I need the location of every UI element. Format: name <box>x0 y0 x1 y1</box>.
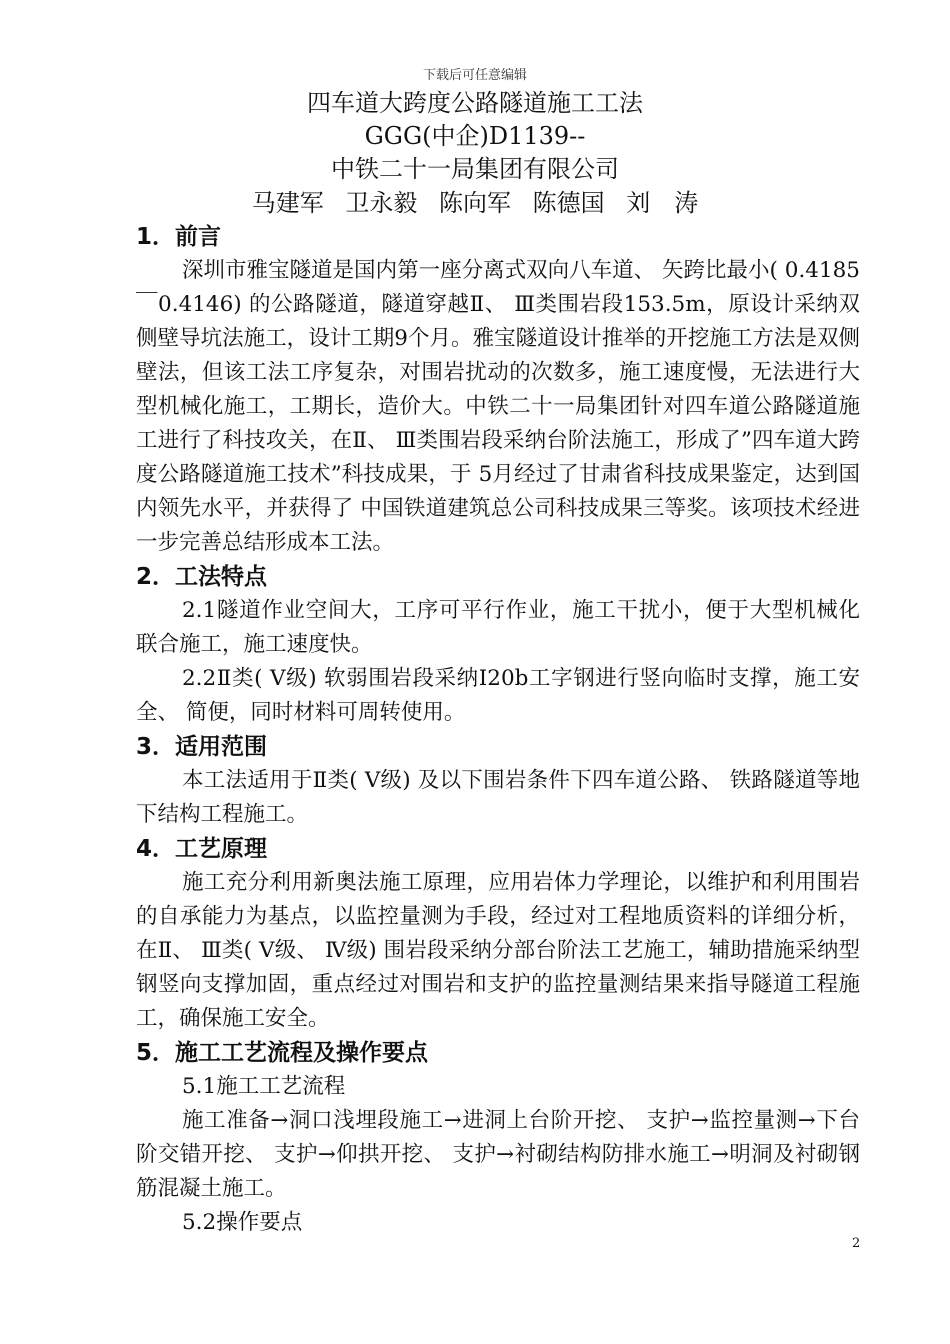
scope-paragraph: 本工法适用于Ⅱ类( Ⅴ级) 及以下围岩条件下四车道公路、 铁路隧道等地下结构工程施工。 <box>136 768 860 827</box>
company-name: 中铁二十一局集团有限公司 <box>331 155 619 183</box>
process-flow-paragraph: 施工准备→洞口浅埋段施工→进洞上台阶开挖、 支护→监控量测→下台阶交错开挖、 支护→仰拱开挖、 支护→衬砌结构防排水施工→明洞及衬砌钢筋混凝土施工。 <box>136 1108 860 1201</box>
section-heading-principle: 4．工艺原理 <box>136 836 268 862</box>
author-name: 陈德国 <box>532 189 605 217</box>
author-name: 卫永毅 <box>345 189 418 217</box>
section-heading-features: 2．工法特点 <box>136 564 268 590</box>
features-paragraph-2: 2.2Ⅱ类( Ⅴ级) 软弱围岩段采纳I20b工字钢进行竖向临时支撑，施工安全、 简便，同时材料可周转使用。 <box>136 666 860 725</box>
section-heading-scope: 3．适用范围 <box>136 734 268 760</box>
watermark-text: 下载后可任意编辑 <box>422 68 527 83</box>
document-body <box>136 220 860 1240</box>
preface-paragraph: 深圳市雅宝隧道是国内第一座分离式双向八车道、 矢跨比最小( 0.4185￣0.4146) 的公路隧道，隧道穿越Ⅱ、 Ⅲ类围岩段153.5m，原设计采纳双侧壁导坑法施工，设计工期9个月。雅宝隧道设计推举的开挖施工方法是双侧壁法，但该工法工序复杂，对围岩扰动的次数多，施工速度慢，无法进行大型机械化施工，工期长，造价大。中铁二十一局集团针对四车道公路隧道施工进行了科技攻关，在Ⅱ、 Ⅲ类围岩段采纳台阶法施工，形成了”四车道大跨度公路隧道施工技术”科技成果，于 5月经过了甘肃省科技成果鉴定，达到国内领先水平，并获得了 中国铁道建筑总公司科技成果三等奖。该项技术经进一步完善总结形成本工法。 <box>136 258 860 555</box>
author-list <box>0 188 950 218</box>
document-title: 四车道大跨度公路隧道施工工法 <box>307 89 643 117</box>
section-heading-process: 5．施工工艺流程及操作要点 <box>136 1040 429 1066</box>
principle-paragraph: 施工充分利用新奥法施工原理，应用岩体力学理论，以维护和利用围岩的自承能力为基点，以监控量测为手段，经过对工程地质资料的详细分析，在Ⅱ、 Ⅲ类( Ⅴ级、 Ⅳ级) 围岩段采纳分部台阶法工艺施工，辅助措施采纳型钢竖向支撑加固，重点经过对围岩和支护的监控量测结果来指导隧道工程施工，确保施工安全。 <box>136 870 860 1031</box>
subsection-operation-points: 5.2操作要点 <box>182 1210 303 1235</box>
section-heading-preface: 1．前言 <box>136 224 222 250</box>
features-paragraph-1: 2.1隧道作业空间大，工序可平行作业，施工干扰小，便于大型机械化联合施工，施工速度快。 <box>136 598 860 657</box>
standard-code: GGG(中企)D1139-- <box>364 122 586 150</box>
author-name: 马建军 <box>251 189 324 217</box>
subsection-process-flow: 5.1施工工艺流程 <box>182 1074 346 1099</box>
author-name: 陈向军 <box>439 189 511 217</box>
page-number: 2 <box>852 1236 861 1251</box>
author-name: 刘 涛 <box>626 189 699 217</box>
